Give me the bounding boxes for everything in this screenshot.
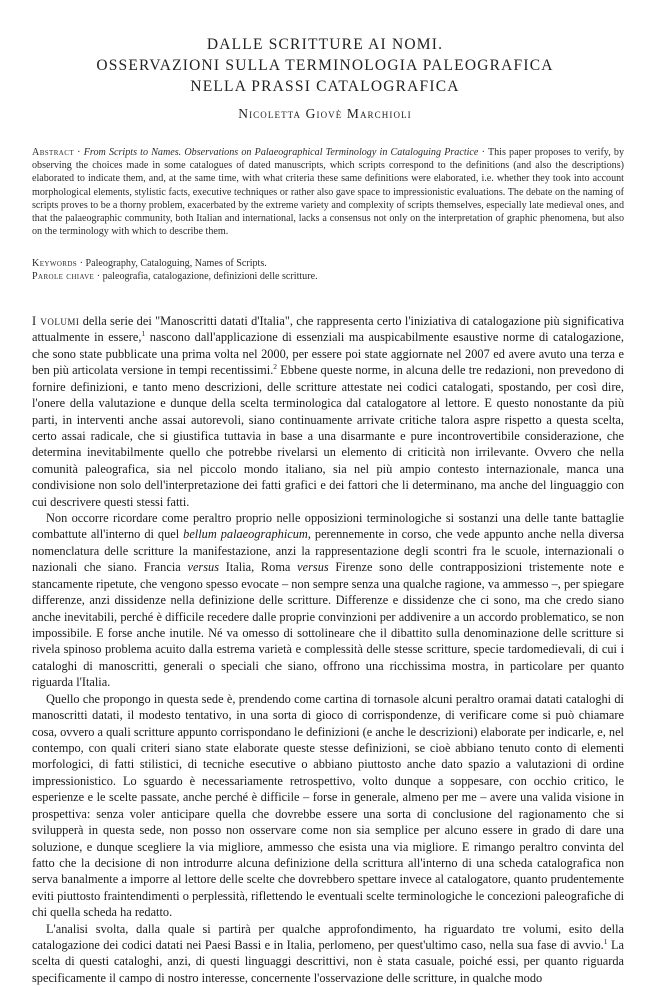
body-paragraph-3: Quello che propongo in questa sede è, prendendo come cartina di tornasole alcuni peraltro oramai datati cataloghi di manoscritti datati, il modesto tentativo, in una sorta di gioco di corrispondenze, di verificare come si può chiamare cosa, ovvero a quali scritture appunto corrispondano le definizioni (e anche le descrizioni) elaborate per indicarle, e, nel contempo, con quali criteri siano state elaborate queste stesse definizioni, se cioè abbiano tenuto conto di elementi morfologici, di fatti stilistici, di tecniche esecutive o abbiano piuttosto anche dato spazio a valutazioni di ordine impressionistico. Lo sguardo è necessariamente retrospettivo, volto dunque a soppesare, con occhio critico, le esperienze e le scelte passate, anche perché è difficile – forse in generale, almeno per me – avere una valida visione in prospettiva: senza voler anticipare quella che dovrebbe essere una sorta di conclusione del ragionamento che si svilupperà in questa sede, non posso non osservare come non sia semplice per alcuno essere in grado di dare una soluzione, e dunque scegliere la via migliore, ammesso che esista una via migliore. E rimango peraltro convinta del fatto che la decisione di non introdurre alcuna definizione della scrittura all'interno di una scheda catalografica non serva banalmente a imporre al lettore delle scelte che dovrebbero spettare invece al catalogatore, quanto prudentemente eviti piuttosto fraintendimenti o perplessità, riflettendo le eventuali scelte terminologiche le concezioni paleografiche di chi quella scheda ha redatto.: [32, 691, 624, 920]
article-title-line-2: OSSERVAZIONI SULLA TERMINOLOGIA PALEOGRAFICA: [96, 57, 554, 74]
parole-chiave-text: paleografia, catalogazione, definizioni delle scritture.: [102, 271, 318, 282]
parole-chiave-line: [32, 270, 624, 283]
parole-chiave-label: Parole chiave: [32, 271, 95, 282]
paragraph-text: nascono dall'applicazione di essenziali ma auspicabilmente esaustive norme di catalogazione, che sono state pubblicate una prima volta nel 2000, per essere poi state aggiornate nel 2007 ed avere avuto una terza e ben più articolata versione in tempi recentissimi.: [32, 330, 624, 378]
italic-term: versus: [297, 560, 329, 575]
keywords-label: Keywords: [32, 258, 78, 269]
paragraph-text: Firenze sono delle contrapposizioni tristemente note e stancamente ripetute, che vengono spesso evocate – non sempre senza una qualche ragione, va ammesso –, per spiegare differenze, anzi dissidenze nella definizione delle scritture. Differenze e dissidenze che ci sono, ma che credo siano anche inevitabili, perché è difficile recedere dalle proprie convinzioni per addivenire a un accordo problematico, se non impossibile. E forse anche inutile. Né va omesso di sottolineare che il dibattito sulla denominazione delle scritture si rivela spinoso problema acuito dalla estrema varietà e complessità delle stesse scritture, specie tardomedievali, di cui i cataloghi di manoscritti, generali o speciali che siano, offrono una ricchissima mostra, in particolare per quanto riguarda l'Italia.: [32, 560, 625, 690]
italic-term: bellum palaeographicum: [183, 527, 308, 542]
abstract-english-title: From Scripts to Names. Observations on Palaeographical Terminology in Cataloguing Practice: [83, 147, 479, 158]
paragraph-text: , perennemente in corso, che vede appunto anche nella diversa nomenclatura delle scritture la manifestazione, anzi la rappresentazione degli scontri fra le scuole, internazionali o nazionali che siano. Francia: [32, 527, 625, 575]
paragraph-text: Ebbene queste norme, in alcuna delle tre redazioni, non prevedono di fornire definizioni, e tanto meno descrizioni, delle scritture attestate nei codici catalogati, spostando, per così dire, l'onere della valutazione e dunque della scelta terminologica dal catalogatore al lettore. E questo nonostante da più parti, in interventi anche assai autorevoli, siano continuamente arrivate critiche talora aspre rispetto a questa scelta, certo assai radicale, che si giustifica tuttavia in base a una disarmante e pure incontrovertibile considerazione, che determina inevitabilmente quello che potrebbe rivelarsi un elemento di criticità non irrilevante. Ovvero che nella comunità paleografica, sia nel piccolo mondo italiano, sia nel più ampio contesto internazionale, manca una condivisione non solo dell'interpretazione dei fatti grafici e dei fattori che li determinano, ma anche del linguaggio con cui descrivere questi stessi fatti.: [32, 363, 624, 509]
body-paragraph-1: [32, 313, 624, 510]
article-title-line-3: NELLA PRASSI CATALOGRAFICA: [190, 78, 460, 95]
italic-term: versus: [187, 560, 220, 575]
abstract-block: [32, 146, 624, 238]
footnote-marker: 2: [273, 362, 278, 372]
paragraph-text: della serie dei "Manoscritti datati d'Italia", che rappresenta certo l'iniziativa di catalogazione più significativa attualmente in essere,: [32, 314, 624, 345]
paragraph-text: Non occorre ricordare come peraltro proprio nelle opposizioni terminologiche si sostanzi una delle tante battaglie combattute all'interno di quel: [32, 511, 624, 542]
footnote-marker: 1: [603, 937, 608, 947]
abstract-text: This paper proposes to verify, by observing the choices made in some catalogues of dated manuscripts, which scripts correspond to the definitions (and also the descriptions) elaborated to indicate them, and, at the same time, with what criteria these same definitions were elaborated, i.e. whether they took into account morphological elements, stylistic facts, executive techniques or rather also gave space to impressionistic evaluations. The debate on the naming of scripts proves to be a thorny problem, exacerbated by the extreme variety and complexity of scripts themselves, especially late medieval ones, and that the palaeographic community, both Italian and international, lacks a consensus not only on the interpretation of graphic phenomena, but also on the terminology with which to describe them.: [32, 147, 624, 238]
paragraph-text: La scelta di questi cataloghi, anzi, di questi linguaggi descrittivi, non è stata casuale, poiché essi, per quanto riguarda specificamente il campo di nostro interesse, concernente l'osservazione delle scritture, in qualche modo: [32, 938, 624, 985]
paragraph-lead-words: I volumi: [32, 314, 80, 328]
keywords-text: Paleography, Cataloguing, Names of Scripts.: [85, 258, 267, 269]
article-title-line-1: DALLE SCRITTURE AI NOMI.: [206, 36, 444, 53]
abstract-separator: ·: [74, 147, 84, 158]
body-paragraph-2: [32, 510, 624, 691]
abstract-label: Abstract: [32, 147, 74, 158]
footnote-marker: 1: [141, 329, 146, 339]
paragraph-text: L'analisi svolta, dalla quale si partirà per qualche approfondimento, ha riguardato tre volumi, esito della catalogazione dei codici datati nei Paesi Bassi e in Italia, perlomeno, per quest'ultimo caso, nella sua fase di avvio.: [32, 921, 624, 953]
keywords-separator: ·: [77, 258, 86, 269]
parole-chiave-separator: ·: [94, 271, 103, 282]
author-name: Nicoletta Giovè Marchioli: [238, 106, 412, 121]
paragraph-text: Italia, Roma: [219, 560, 298, 575]
body-paragraph-4: [32, 921, 624, 986]
abstract-separator: ·: [478, 147, 488, 158]
keywords-line: [32, 257, 624, 270]
article-body: [32, 313, 624, 986]
